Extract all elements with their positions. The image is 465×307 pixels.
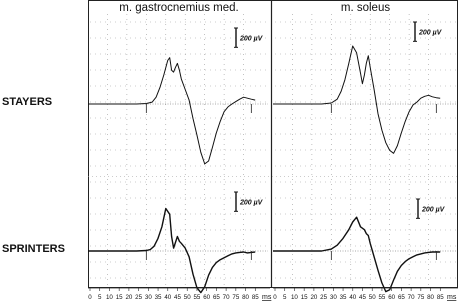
panel-title: m. gastrocnemius med. — [119, 2, 239, 14]
plot-frame — [89, 1, 458, 288]
x-tick-label: 75 — [232, 294, 240, 301]
x-tick-label: 0 — [273, 294, 277, 301]
x-tick-label: 65 — [397, 294, 405, 301]
emg-trace — [88, 209, 255, 293]
x-tick-label: 10 — [105, 294, 113, 301]
x-tick-label: 30 — [329, 294, 337, 301]
x-tick-label: 75 — [417, 294, 425, 301]
x-tick-label: 20 — [125, 294, 133, 301]
x-tick-label: 70 — [407, 294, 415, 301]
x-axis-unit: ms — [447, 294, 457, 301]
x-tick-label: 15 — [115, 294, 123, 301]
x-tick-label: 40 — [349, 294, 357, 301]
x-tick-label: 0 — [88, 294, 92, 301]
emg-trace — [88, 58, 255, 164]
emg-trace — [273, 217, 440, 291]
x-tick-label: 20 — [310, 294, 318, 301]
scale-bar-label: 200 µV — [240, 35, 263, 43]
x-tick-label: 45 — [359, 294, 366, 301]
x-tick-label: 5 — [97, 294, 102, 301]
x-axis-unit: ms — [262, 294, 272, 301]
x-tick-label: 85 — [251, 294, 259, 301]
x-tick-label: 35 — [154, 294, 162, 301]
row-label: SPRINTERS — [2, 243, 65, 255]
x-tick-label: 80 — [427, 294, 435, 301]
x-tick-label: 40 — [164, 294, 172, 301]
row-label: STAYERS — [2, 96, 53, 108]
scale-bar-label: 200 µV — [422, 206, 445, 214]
scale-bar-label: 200 µV — [240, 199, 263, 207]
x-tick-label: 60 — [203, 294, 211, 301]
x-tick-label: 55 — [378, 294, 386, 301]
x-tick-label: 25 — [320, 294, 328, 301]
scale-bar-label: 200 µV — [419, 29, 442, 37]
x-tick-label: 30 — [144, 294, 152, 301]
x-tick-label: 50 — [368, 294, 376, 301]
x-tick-label: 45 — [174, 294, 181, 301]
x-tick-label: 15 — [300, 294, 308, 301]
x-tick-label: 50 — [183, 294, 191, 301]
x-tick-label: 25 — [135, 294, 143, 301]
x-tick-label: 5 — [282, 294, 287, 301]
x-tick-label: 80 — [242, 294, 250, 301]
x-tick-label: 85 — [436, 294, 444, 301]
x-tick-label: 60 — [388, 294, 396, 301]
emg-trace — [273, 46, 440, 153]
x-tick-label: 10 — [290, 294, 298, 301]
x-tick-label: 35 — [339, 294, 347, 301]
x-tick-label: 65 — [212, 294, 220, 301]
panel-title: m. soleus — [340, 2, 391, 14]
x-tick-label: 55 — [193, 294, 201, 301]
x-tick-label: 70 — [222, 294, 230, 301]
